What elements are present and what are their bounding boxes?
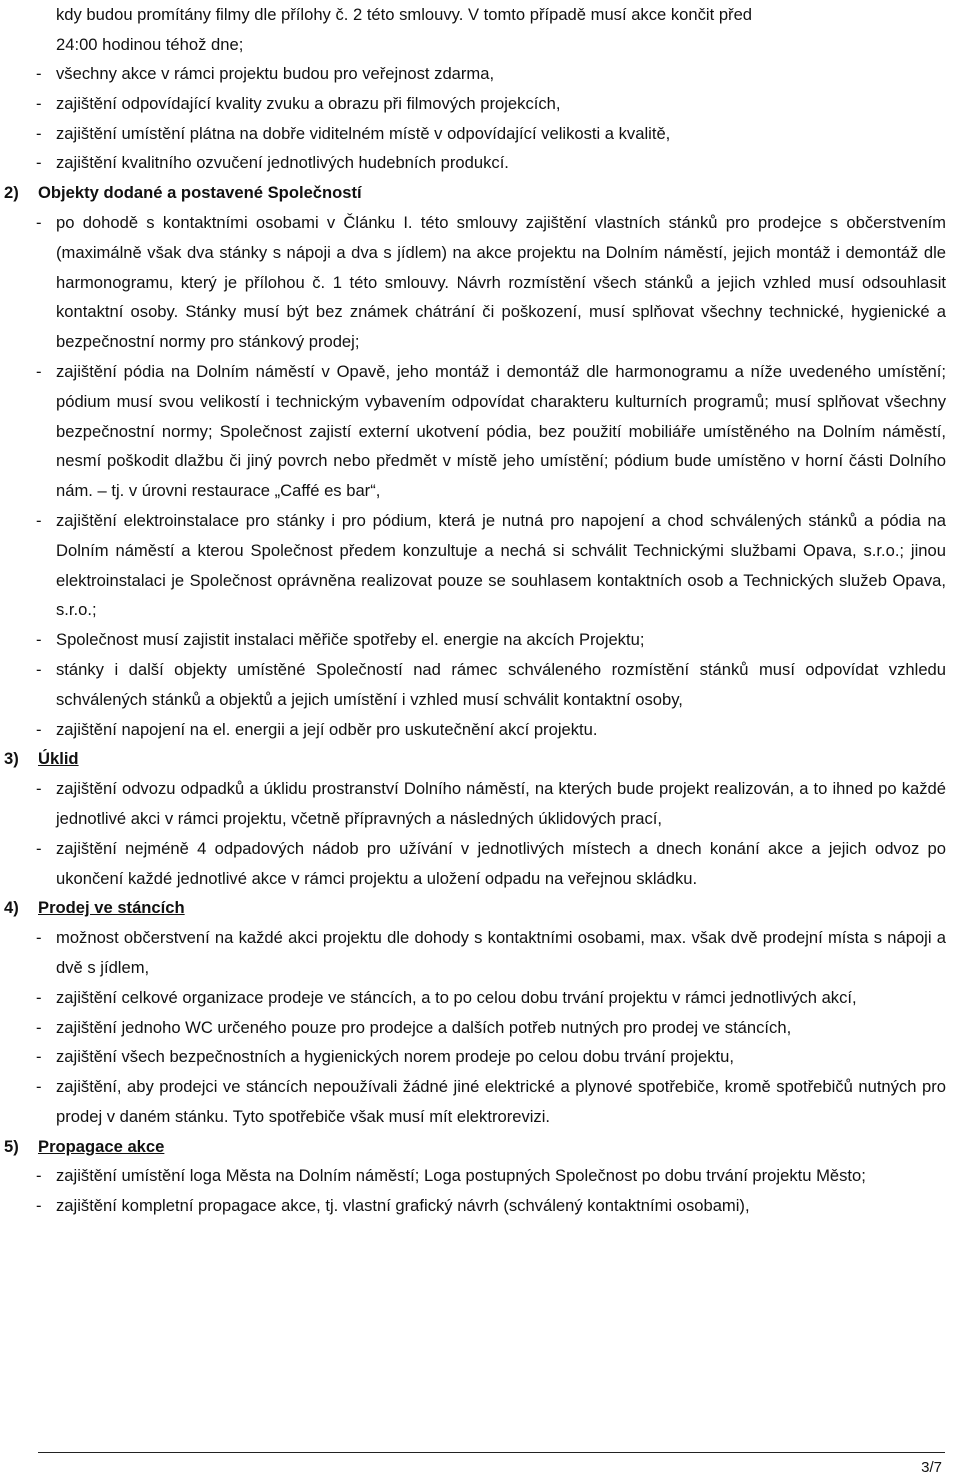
section-bullet [0, 1191, 946, 1221]
bullet-text: zajištění nejméně 4 odpadových nádob pro užívání v jednotlivých místech a dnech konání akce a jejich odvoz po ukončení každé jednotlivé akce v rámci projektu a uložení odpadu na veřejnou skládku. [56, 838, 946, 888]
section-bullet [0, 1013, 946, 1043]
bullet-dash: - [36, 123, 42, 143]
section-bullet [0, 715, 946, 745]
bullet-text: zajištění jednoho WC určeného pouze pro prodejce a dalších potřeb nutných pro prodej ve stáncích, [56, 1017, 792, 1037]
bullet-text: všechny akce v rámci projektu budou pro veřejnost zdarma, [56, 64, 495, 83]
intro-bullet [0, 119, 946, 149]
bullet-dash: - [36, 212, 42, 232]
bullet-dash: - [36, 838, 42, 858]
section-number: 5) [4, 1136, 19, 1156]
section-title: Propagace akce [38, 1136, 165, 1156]
bullet-dash: - [36, 719, 42, 739]
intro-line-1: kdy budou promítány filmy dle přílohy č. 2 této smlouvy. V tomto případě musí akce končit před [56, 5, 753, 24]
section-list [0, 178, 946, 1221]
bullet-text: zajištění celkové organizace prodeje ve stáncích, a to po celou dobu trvání projektu v rámci jednotlivých akcí, [56, 987, 857, 1007]
bullet-text: zajištění, aby prodejci ve stáncích nepoužívali žádné jiné elektrické a plynové spotřebiče, kromě spotřebičů nutných pro prodej v daném stánku. Tyto spotřebiče však musí mít elektrorevizi. [56, 1077, 946, 1126]
bullet-dash: - [36, 153, 42, 173]
section-bullet [0, 923, 946, 983]
section-title: Objekty dodané a postavené Společností [38, 183, 362, 203]
intro-bullet-list [0, 59, 946, 178]
bullet-text: zajištění všech bezpečnostních a hygienických norem prodeje po celou dobu trvání projektu, [56, 1047, 734, 1067]
bullet-text: možnost občerstvení na každé akci projektu dle dohody s kontaktními osobami, max. však dvě prodejní místa s nápoji a dvě s jídlem, [56, 928, 946, 977]
bullet-dash: - [36, 510, 42, 530]
section-bullet [0, 655, 946, 715]
section-bullet [0, 1161, 946, 1191]
section-heading [0, 893, 946, 923]
bullet-dash: - [36, 630, 42, 650]
bullet-text: zajištění odpovídající kvality zvuku a obrazu při filmových projekcích, [56, 93, 561, 113]
footer-rule [38, 1452, 945, 1453]
bullet-dash: - [36, 1047, 42, 1067]
section-bullet [0, 208, 946, 357]
bullet-dash: - [36, 659, 42, 679]
page-number: 3/7 [921, 1459, 942, 1476]
section-bullet [0, 983, 946, 1013]
section-bullet [0, 357, 946, 506]
bullet-text: zajištění odvozu odpadků a úklidu prostranství Dolního náměstí, na kterých bude projekt realizován, a to ihned po každé jednotlivé akci v rámci projektu, včetně přípravných a následných úklidových prací, [56, 779, 946, 828]
bullet-dash: - [36, 64, 42, 83]
bullet-text: zajištění pódia na Dolním náměstí v Opavě, jeho montáž i demontáž dle harmonogramu a níže uvedeného umístění; pódium musí svou velikostí i technickým vybavením odpovídat charakteru kulturních programů; musí splňovat všechny bezpečnostní normy; Společnost zajistí externí ukotvení pódia, bez použití mobiliáře umístěného na Dolním náměstí, nesmí poškodit dlažbu či jiný povrch nebo předmět v místě jeho umístění; pódium bude umístěno v horní části Dolního nám. – tj. v úrovni restaurace „Caffé es bar“, [56, 361, 946, 501]
bullet-text: zajištění umístění plátna na dobře viditelném místě v odpovídající velikosti a kvalitě, [56, 123, 671, 143]
section-title: Prodej ve stáncích [38, 898, 185, 918]
bullet-text: stánky i další objekty umístěné Společností nad rámec schváleného rozmístění stánků musí odpovídat vzhledu schválených stánků a objektů a jejich umístění i vzhled musí schválit kontaktní osoby, [56, 659, 946, 709]
bullet-dash: - [36, 987, 42, 1007]
section-bullet [0, 1072, 946, 1132]
bullet-dash: - [36, 1077, 42, 1097]
intro-bullet [0, 59, 946, 89]
intro-line-2: 24:00 hodinou téhož dne; [56, 34, 244, 54]
bullet-text: zajištění elektroinstalace pro stánky i pro pódium, která je nutná pro napojení a chod schválených stánků a pódia na Dolním náměstí a kterou Společnost předem konzultuje a nechá si schválit Technickými službami Opava, s.r.o.; jinou elektroinstalaci je Společnost oprávněna realizovat pouze se souhlasem kontaktních osob a Technických služeb Opava, s.r.o.; [56, 510, 946, 620]
intro-paragraph [56, 0, 946, 60]
bullet-dash: - [36, 1166, 42, 1186]
bullet-text: zajištění kvalitního ozvučení jednotlivých hudebních produkcí. [56, 153, 509, 173]
bullet-dash: - [36, 928, 42, 948]
bullet-dash: - [36, 361, 42, 381]
section-title: Úklid [38, 749, 79, 769]
section-bullet [0, 625, 946, 655]
section-heading [0, 178, 946, 208]
bullet-text: zajištění kompletní propagace akce, tj. vlastní grafický návrh (schválený kontaktními osobami), [56, 1196, 750, 1216]
intro-bullet [0, 148, 946, 178]
section-number: 4) [4, 898, 19, 918]
bullet-text: zajištění umístění loga Města na Dolním náměstí; Loga postupných Společnost po dobu trvání projektu Město; [56, 1166, 866, 1186]
bullet-text: Společnost musí zajistit instalaci měřiče spotřeby el. energie na akcích Projektu; [56, 630, 645, 650]
bullet-dash: - [36, 1017, 42, 1037]
bullet-dash: - [36, 93, 42, 113]
bullet-text: zajištění napojení na el. energii a její odběr pro uskutečnění akcí projektu. [56, 719, 598, 739]
intro-bullet [0, 89, 946, 119]
bullet-text: po dohodě s kontaktními osobami v Článku I. této smlouvy zajištění vlastních stánků pro prodejce s občerstvením (maximálně však dva stánky s nápoji a dva s jídlem) na akce projektu na Dolním náměstí, jejich montáž i demontáž dle harmonogramu, který je přílohou č. 1 této smlouvy. Návrh rozmístění všech stánků a jejich vzhled musí odsouhlasit kontaktní osoby. Stánky musí být bez známek chátrání či poškození, musí splňovat všechny technické, hygienické a bezpečnostní normy pro stánkový prodej; [56, 212, 946, 352]
section-heading [0, 1132, 946, 1162]
section-bullet [0, 834, 946, 894]
section-number: 2) [4, 183, 19, 203]
bullet-dash: - [36, 779, 42, 799]
section-heading [0, 744, 946, 774]
bullet-dash: - [36, 1196, 42, 1216]
section-bullet [0, 1042, 946, 1072]
section-bullet [0, 506, 946, 625]
content-flow [0, 59, 946, 1221]
section-bullet [0, 774, 946, 834]
section-number: 3) [4, 749, 19, 769]
